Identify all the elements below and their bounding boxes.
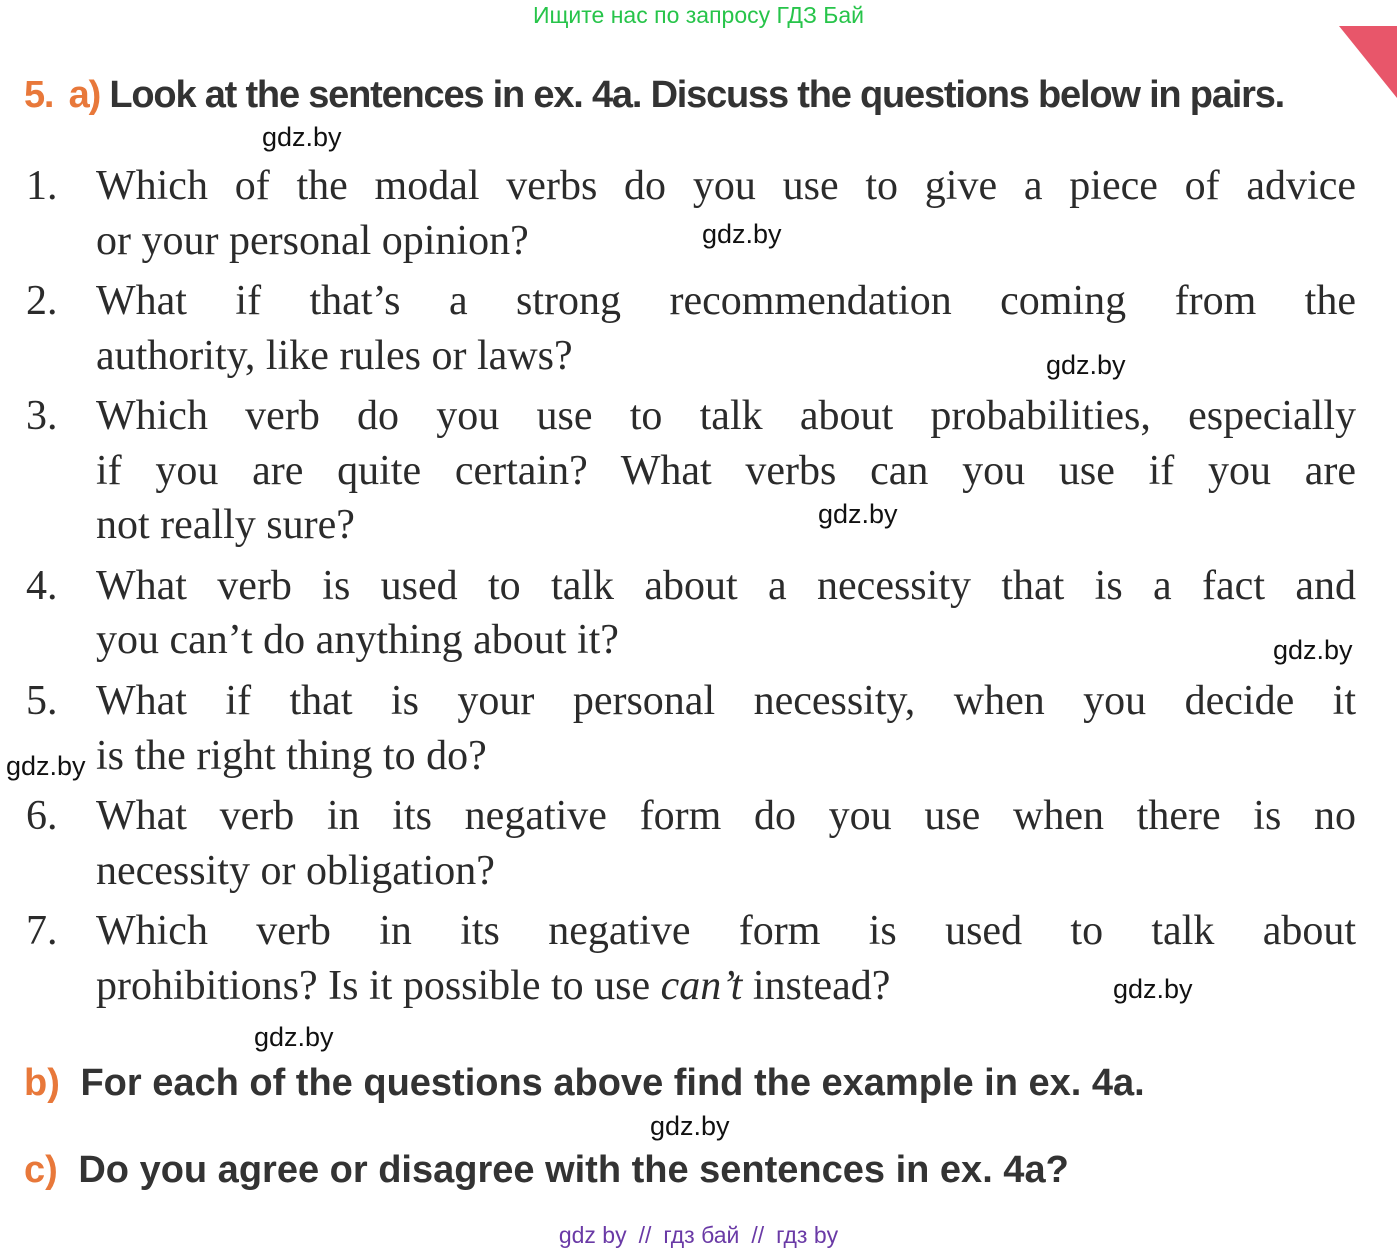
question-1-line-2: or your personal opinion? bbox=[96, 218, 529, 264]
watermark-2: gdz.by bbox=[702, 219, 782, 249]
watermark-4: gdz.by bbox=[818, 499, 898, 529]
question-3-line-3: not really sure? bbox=[96, 502, 355, 548]
question-7-line-2 bbox=[96, 959, 890, 1014]
question-4-line-1: What verb is used to talk about a necessity that is a fact and bbox=[96, 563, 1356, 609]
exercise-heading bbox=[24, 74, 1284, 117]
footer-links bbox=[0, 1220, 1397, 1250]
corner-ribbon bbox=[1339, 26, 1397, 98]
watermark-5: gdz.by bbox=[1273, 635, 1353, 665]
top-banner[interactable]: Ищите нас по запросу ГДЗ Бай bbox=[532, 2, 865, 28]
part-c-text: Do you agree or disagree with the sentences in ex. 4a? bbox=[78, 1149, 1069, 1191]
exercise-number: 5. bbox=[24, 74, 54, 116]
question-1-line-1: Which of the modal verbs do you use to give a piece of advice bbox=[96, 163, 1356, 209]
watermark-7: gdz.by bbox=[1113, 974, 1193, 1004]
part-c-letter: c) bbox=[24, 1149, 58, 1191]
footer-link-gdz-by[interactable]: gdz by bbox=[558, 1222, 627, 1248]
question-3-line-1: Which verb do you use to talk about probabilities, especially bbox=[96, 393, 1356, 439]
question-7-line-2-end: instead? bbox=[742, 963, 891, 1009]
question-5-line-1: What if that is your personal necessity, when you decide it bbox=[96, 678, 1356, 724]
question-2-number: 2. bbox=[26, 278, 58, 324]
watermark-1: gdz.by bbox=[262, 122, 342, 152]
watermark-6: gdz.by bbox=[6, 751, 86, 781]
part-c bbox=[24, 1149, 1069, 1192]
exercise-instruction: Look at the sentences in ex. 4a. Discuss the questions below in pairs. bbox=[109, 74, 1284, 116]
footer-link-gdz-by-2[interactable]: гдз by bbox=[776, 1222, 839, 1248]
part-b bbox=[24, 1062, 1145, 1105]
question-6-line-1: What verb in its negative form do you use when there is no bbox=[96, 793, 1356, 839]
part-a-letter: a) bbox=[68, 74, 101, 116]
question-7-line-2-start: prohibitions? Is it possible to use bbox=[96, 963, 661, 1009]
question-3-number: 3. bbox=[26, 393, 58, 439]
watermark-9: gdz.by bbox=[650, 1111, 730, 1141]
question-7-cant: can’t bbox=[660, 963, 743, 1009]
watermark-8: gdz.by bbox=[254, 1022, 334, 1052]
question-7-line-1: Which verb in its negative form is used to talk about bbox=[96, 908, 1356, 954]
question-4-number: 4. bbox=[26, 563, 58, 609]
question-2-line-2: authority, like rules or laws? bbox=[96, 333, 573, 379]
question-3-line-2: if you are quite certain? What verbs can you use if you are bbox=[96, 448, 1356, 494]
question-5-line-2: is the right thing to do? bbox=[96, 733, 487, 779]
question-6-number: 6. bbox=[26, 793, 58, 839]
footer-separator-1: // bbox=[638, 1222, 652, 1248]
question-5-number: 5. bbox=[26, 678, 58, 724]
question-7-number: 7. bbox=[26, 908, 58, 954]
question-2-line-1: What if that’s a strong recommendation coming from the bbox=[96, 278, 1356, 324]
part-b-text: For each of the questions above find the example in ex. 4a. bbox=[80, 1062, 1145, 1104]
question-4-line-2: you can’t do anything about it? bbox=[96, 617, 619, 663]
footer-separator-2: // bbox=[751, 1222, 765, 1248]
watermark-3: gdz.by bbox=[1046, 350, 1126, 380]
question-6-line-2: necessity or obligation? bbox=[96, 848, 495, 894]
part-b-letter: b) bbox=[24, 1062, 60, 1104]
question-1-number: 1. bbox=[26, 163, 58, 209]
footer-link-gdz-bai[interactable]: гдз бай bbox=[663, 1222, 740, 1248]
